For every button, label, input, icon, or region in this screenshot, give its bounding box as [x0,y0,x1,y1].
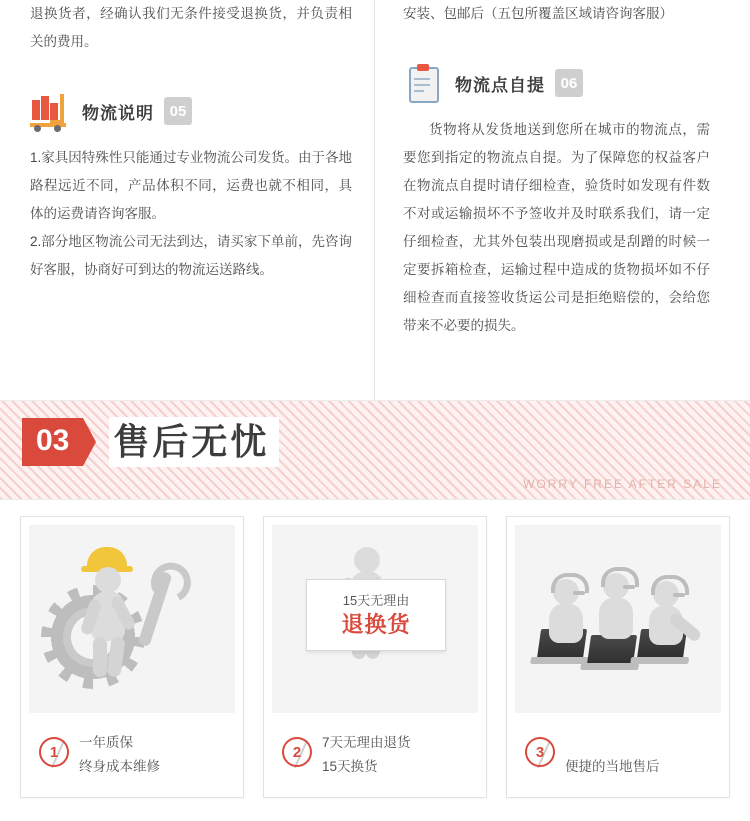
microphone-icon [573,591,585,595]
shipping-coverage-paragraph: 安装、包邮后（五包所覆盖区域请咨询客服） [403,6,673,21]
return-sign [306,579,446,651]
return-policy-paragraph: 退换货者，经确认我们无条件接受退换货，并负责相关的费用。 [30,6,352,49]
logistics-info-block [0,0,750,400]
card-line-1: 7天无理由退货 [322,735,411,750]
pickup-item-1: 货物将从发货地送到您所在城市的物流点，需要您到指定的物流点自提。为了保障您的权益客户在物流点自提时请仔细检查，验货时如发现有件数不对或运输损坏不予签收并及时联系我们，请一定仔细检查，尤其外包装出现磨损或是刮蹭的时候一定要拆箱检查，运输过程中造成的货物损坏如不仔细检查而直接签收货运公司是拒绝赔偿的，会给您带来不必要的损失。 [403,122,710,333]
logistics-item-2: 2.部分地区物流公司无法到达，请买家下单前，先咨询好客服，协商好可到达的物流运送路线。 [30,234,352,277]
section-header-logistics [30,90,352,132]
headset-icon [551,573,589,593]
section-title-logistics: 物流说明 [82,103,154,123]
card-number-3: 3 [525,737,563,775]
banner-number-badge: 03 [22,418,83,466]
card-number-2: 2 [282,737,320,775]
card-text-return [264,731,486,779]
banner-content [22,417,279,467]
after-sale-cards [0,500,750,798]
right-column [375,0,732,400]
banner-subtitle: WORRY FREE AFTER SALE [523,477,722,491]
wrench-icon [138,571,173,647]
card-line-1: 便捷的当地售后 [565,759,660,774]
card-line-1: 一年质保 [79,735,133,750]
card-art-support-team [515,525,721,713]
section-number-06: 06 [555,69,583,97]
clipboard-icon [403,64,445,102]
headset-icon [651,575,689,595]
card-warranty[interactable] [20,516,244,798]
hard-hat-icon [87,547,127,569]
card-art-sign-figure [272,525,478,713]
card-local-service[interactable] [506,516,730,798]
section-number-05: 05 [164,97,192,125]
forklift-icon [30,92,72,130]
card-art-worker-gear [29,525,235,713]
sign-top-text: 15天无理由 [342,593,410,608]
card-line-2: 15天换货 [322,759,378,774]
left-column [18,0,375,400]
sign-bottom-text: 退换货 [341,612,411,637]
headset-icon [601,567,639,587]
microphone-icon [673,593,685,597]
microphone-icon [623,585,635,589]
card-text-warranty [21,731,243,779]
card-text-local-service [507,755,729,779]
after-sale-banner [0,400,750,500]
card-return-policy[interactable] [263,516,487,798]
section-header-pickup [403,62,710,104]
logistics-item-1: 1.家具因特殊性只能通过专业物流公司发货。由于各地路程远近不同，产品体积不同，运费也就不相同，具体的运费请咨询客服。 [30,150,352,221]
card-number-1: 1 [39,737,77,775]
section-title-pickup: 物流点自提 [455,75,545,95]
banner-title: 售后无忧 [109,417,279,467]
card-line-2: 终身成本维修 [79,759,160,774]
